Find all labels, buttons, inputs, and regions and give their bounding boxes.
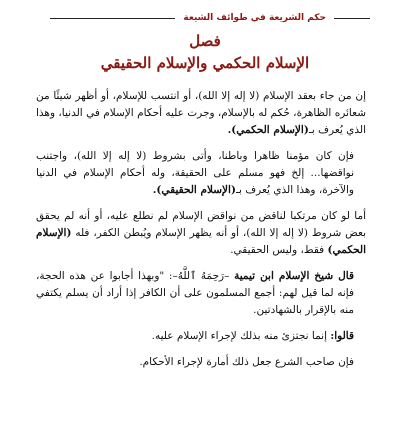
paragraph-3: [36, 208, 366, 259]
paragraph-6-text: فإن صاحب الشرع جعل ذلك أمارة لإجراء الأحكام.: [139, 356, 354, 368]
section-label: فصل: [189, 32, 221, 50]
paragraph-2: [36, 148, 366, 199]
paragraph-5-text: إنما نجتزئ منه بذلك لإجراء الإسلام عليه.: [151, 330, 328, 342]
paragraph-1: [36, 88, 366, 139]
paragraph-2-text: فإن كان مؤمنا ظاهرا وباطنا، وأتى بشروط (لا إله إلا الله)، واجتنب نواقضها... إلخ فهو مسلم على الحقيقة، وله أحكام الإسلام في الدنيا والآخرة، وهذا الذي يُعرف بـ: [36, 150, 354, 196]
paragraph-5-lead: قالوا:: [330, 330, 354, 342]
paragraph-4-lead: قال شيخ الإسلام ابن تيمية: [234, 270, 354, 282]
running-header-title: حكم الشريعة في طوائف الشيعة: [183, 13, 326, 23]
paragraph-2-bold: (الإسلام الحقيقي).: [152, 184, 236, 196]
paragraph-4-text: –رَحِمَهُ ٱللَّهُ–: "وبهذا أجابوا عن هذه الحجة، فإنه لما قيل لهم: أجمع المسلمون على أن الكافر إذا أراد أن يسلم يكتفي منه بالإقرار بالشهادتين.: [36, 270, 354, 316]
running-header: [50, 10, 370, 26]
paragraph-3-bold: (الإسلام الحكمي): [36, 227, 366, 256]
paragraph-3-tail: فقط، وليس الحقيقي.: [230, 244, 325, 256]
paragraph-6: [36, 354, 366, 371]
header-rule-right: [334, 18, 370, 19]
section-title: الإسلام الحكمي والإسلام الحقيقي: [100, 54, 310, 72]
paragraph-4: [36, 268, 366, 319]
page-body: [36, 88, 366, 380]
header-rule-left: [50, 18, 175, 19]
paragraph-5: [36, 328, 366, 345]
section-heading: [40, 30, 370, 74]
paragraph-3-text: أما لو كان مرتكبا لناقض من نواقض الإسلام لم نطلع عليه، أو أنه لم يحقق بعض شروط (لا إله إلا الله)، أو أنه يظهر الإسلام ويُبطن الكفر، فله: [36, 210, 366, 239]
paragraph-1-text: إن من جاء بعقد الإسلام (لا إله إلا الله)، أو انتسب للإسلام، أو أظهر شيئًا من شعائره الظاهرة، حُكم له بالإسلام، وجرت عليه أحكام الإسلام في الدنيا، وهذا الذي يُعرف بـ: [36, 90, 366, 136]
paragraph-1-bold: (الإسلام الحكمي).: [227, 124, 309, 136]
